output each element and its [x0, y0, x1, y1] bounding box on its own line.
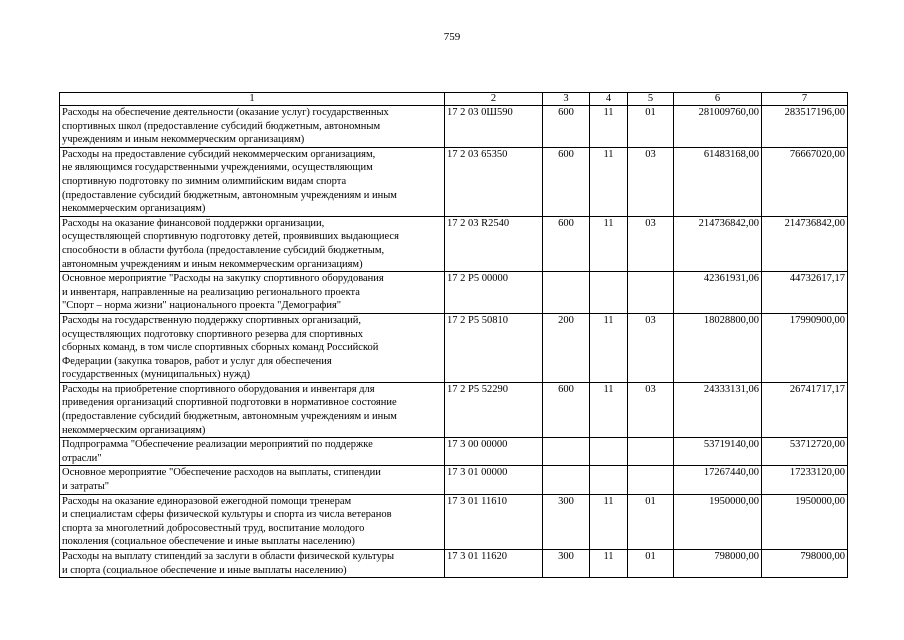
section-cell: 11: [590, 313, 628, 382]
description-line: осуществляющих подготовку спортивного резерва для спортивных: [62, 328, 363, 340]
description-line: государственных (муниципальных) нужд): [62, 369, 251, 381]
description-line: (предоставление субсидий бюджетным, автономным учреждениям и иным: [62, 411, 397, 423]
header-row: [60, 93, 848, 106]
description-line: Федерации (закупка товаров, работ и услуг для обеспечения: [62, 355, 332, 367]
table-row: [60, 216, 848, 271]
section-cell: 11: [590, 382, 628, 437]
row-description: [60, 382, 445, 437]
amount-col-6-cell: 61483168,00: [674, 147, 762, 216]
budget-code-cell: 17 2 P5 52290: [445, 382, 543, 437]
table-row: [60, 147, 848, 216]
expense-type-cell: [543, 272, 590, 314]
description-line: Основное мероприятие "Обеспечение расходов на выплаты, стипендии: [62, 467, 381, 479]
amount-col-6-cell: 214736842,00: [674, 216, 762, 271]
description-line: и специалистам сферы физической культуры и спорта из числа ветеранов: [62, 509, 392, 521]
row-description: [60, 494, 445, 549]
amount-col-6-cell: 42361931,06: [674, 272, 762, 314]
budget-code-cell: 17 3 01 11610: [445, 494, 543, 549]
description-line: Расходы на приобретение спортивного оборудования и инвентаря для: [62, 383, 375, 395]
subsection-cell: [628, 438, 674, 466]
subsection-cell: 03: [628, 216, 674, 271]
amount-col-6-cell: 53719140,00: [674, 438, 762, 466]
section-cell: [590, 466, 628, 494]
budget-table: [59, 92, 848, 578]
row-description: [60, 313, 445, 382]
section-cell: 11: [590, 106, 628, 148]
description-line: спортивную подготовку по зимним олимпийским видам спорта: [62, 175, 347, 187]
description-line: Расходы на оказание финансовой поддержки организации,: [62, 217, 325, 229]
expense-type-cell: 600: [543, 147, 590, 216]
subsection-cell: 01: [628, 494, 674, 549]
section-cell: 11: [590, 550, 628, 578]
section-cell: 11: [590, 216, 628, 271]
row-description: [60, 216, 445, 271]
expense-type-cell: 300: [543, 550, 590, 578]
row-description: [60, 466, 445, 494]
description-line: сборных команд, в том числе спортивных сборных команд Российской: [62, 342, 379, 354]
amount-col-6-cell: 281009760,00: [674, 106, 762, 148]
description-line: не являющимся государственными учреждениями, осуществляющим: [62, 162, 373, 174]
subsection-cell: [628, 272, 674, 314]
amount-col-7-cell: 1950000,00: [762, 494, 848, 549]
description-line: поколения (социальное обеспечение и иные выплаты населению): [62, 536, 355, 548]
description-line: способности в области футбола (предоставление субсидий бюджетным,: [62, 244, 385, 256]
expense-type-cell: 300: [543, 494, 590, 549]
row-description: [60, 272, 445, 314]
amount-col-6-cell: 1950000,00: [674, 494, 762, 549]
subsection-cell: 03: [628, 147, 674, 216]
description-line: отрасли": [62, 452, 102, 464]
budget-code-cell: 17 3 00 00000: [445, 438, 543, 466]
table-row: [60, 466, 848, 494]
amount-col-7-cell: 798000,00: [762, 550, 848, 578]
row-description: [60, 147, 445, 216]
table-row: [60, 550, 848, 578]
budget-code-cell: 17 2 P5 00000: [445, 272, 543, 314]
amount-col-7-cell: 214736842,00: [762, 216, 848, 271]
section-cell: [590, 438, 628, 466]
description-line: осуществляющей спортивную подготовку детей, проявивших выдающиеся: [62, 231, 399, 243]
description-line: Расходы на оказание единоразовой ежегодной помощи тренерам: [62, 495, 352, 507]
subsection-cell: 01: [628, 106, 674, 148]
amount-col-7-cell: 283517196,00: [762, 106, 848, 148]
subsection-cell: 03: [628, 382, 674, 437]
header-col-7: 7: [762, 93, 848, 106]
description-line: и затраты": [62, 481, 110, 493]
description-line: Расходы на государственную поддержку спортивных организаций,: [62, 314, 362, 326]
expense-type-cell: 600: [543, 382, 590, 437]
expense-type-cell: 600: [543, 216, 590, 271]
budget-code-cell: 17 3 01 00000: [445, 466, 543, 494]
section-cell: [590, 272, 628, 314]
amount-col-6-cell: 798000,00: [674, 550, 762, 578]
budget-code-cell: 17 3 01 11620: [445, 550, 543, 578]
table-body: [60, 106, 848, 578]
amount-col-7-cell: 26741717,17: [762, 382, 848, 437]
amount-col-7-cell: 17990900,00: [762, 313, 848, 382]
table-row: [60, 313, 848, 382]
expense-type-cell: 600: [543, 106, 590, 148]
subsection-cell: 03: [628, 313, 674, 382]
amount-col-6-cell: 17267440,00: [674, 466, 762, 494]
description-line: автономным учреждениям и иным некоммерческим организациям): [62, 258, 363, 270]
amount-col-7-cell: 17233120,00: [762, 466, 848, 494]
description-line: Расходы на выплату стипендий за заслуги в области физической культуры: [62, 551, 395, 562]
description-line: Расходы на предоставление субсидий некоммерческим организациям,: [62, 148, 376, 160]
budget-code-cell: 17 2 03 65350: [445, 147, 543, 216]
table-row: [60, 106, 848, 148]
budget-code-cell: 17 2 P5 50810: [445, 313, 543, 382]
amount-col-6-cell: 24333131,06: [674, 382, 762, 437]
description-line: некоммерческим организациям): [62, 203, 206, 215]
description-line: некоммерческим организациям): [62, 424, 206, 436]
table-row: [60, 494, 848, 549]
description-line: учреждениям и иным некоммерческим организациям): [62, 134, 305, 146]
header-col-5: 5: [628, 93, 674, 106]
subsection-cell: 01: [628, 550, 674, 578]
page-number: 759: [443, 31, 461, 43]
description-line: Подпрограмма "Обеспечение реализации мероприятий по поддержке: [62, 439, 373, 451]
description-line: спорта за многолетний добросовестный труд, воспитание молодого: [62, 522, 365, 534]
amount-col-6-cell: 18028800,00: [674, 313, 762, 382]
section-cell: 11: [590, 494, 628, 549]
expense-type-cell: [543, 466, 590, 494]
description-line: приведения организаций спортивной подготовки в нормативное состояние: [62, 397, 397, 409]
description-line: спортивных школ (предоставление субсидий бюджетным, автономным: [62, 120, 381, 132]
table-row: [60, 272, 848, 314]
description-line: "Спорт – норма жизни" национального проекта "Демография": [62, 300, 342, 312]
header-col-4: 4: [590, 93, 628, 106]
budget-code-cell: 17 2 03 0Ш590: [445, 106, 543, 148]
subsection-cell: [628, 466, 674, 494]
description-line: и спорта (социальное обеспечение и иные выплаты населению): [62, 564, 347, 576]
row-description: [60, 106, 445, 148]
row-description: [60, 550, 445, 578]
amount-col-7-cell: 53712720,00: [762, 438, 848, 466]
header-col-6: 6: [674, 93, 762, 106]
description-line: Расходы на обеспечение деятельности (оказание услуг) государственных: [62, 107, 389, 118]
table-row: [60, 382, 848, 437]
amount-col-7-cell: 44732617,17: [762, 272, 848, 314]
row-description: [60, 438, 445, 466]
header-col-3: 3: [543, 93, 590, 106]
table-row: [60, 438, 848, 466]
description-line: и инвентаря, направленные на реализацию регионального проекта: [62, 286, 360, 298]
description-line: (предоставление субсидий бюджетным, автономным учреждениям и иным: [62, 189, 397, 201]
section-cell: 11: [590, 147, 628, 216]
description-line: Основное мероприятие "Расходы на закупку спортивного оборудования: [62, 273, 384, 285]
amount-col-7-cell: 76667020,00: [762, 147, 848, 216]
header-col-1: 1: [60, 93, 445, 106]
header-col-2: 2: [445, 93, 543, 106]
budget-code-cell: 17 2 03 R2540: [445, 216, 543, 271]
expense-type-cell: [543, 438, 590, 466]
expense-type-cell: 200: [543, 313, 590, 382]
